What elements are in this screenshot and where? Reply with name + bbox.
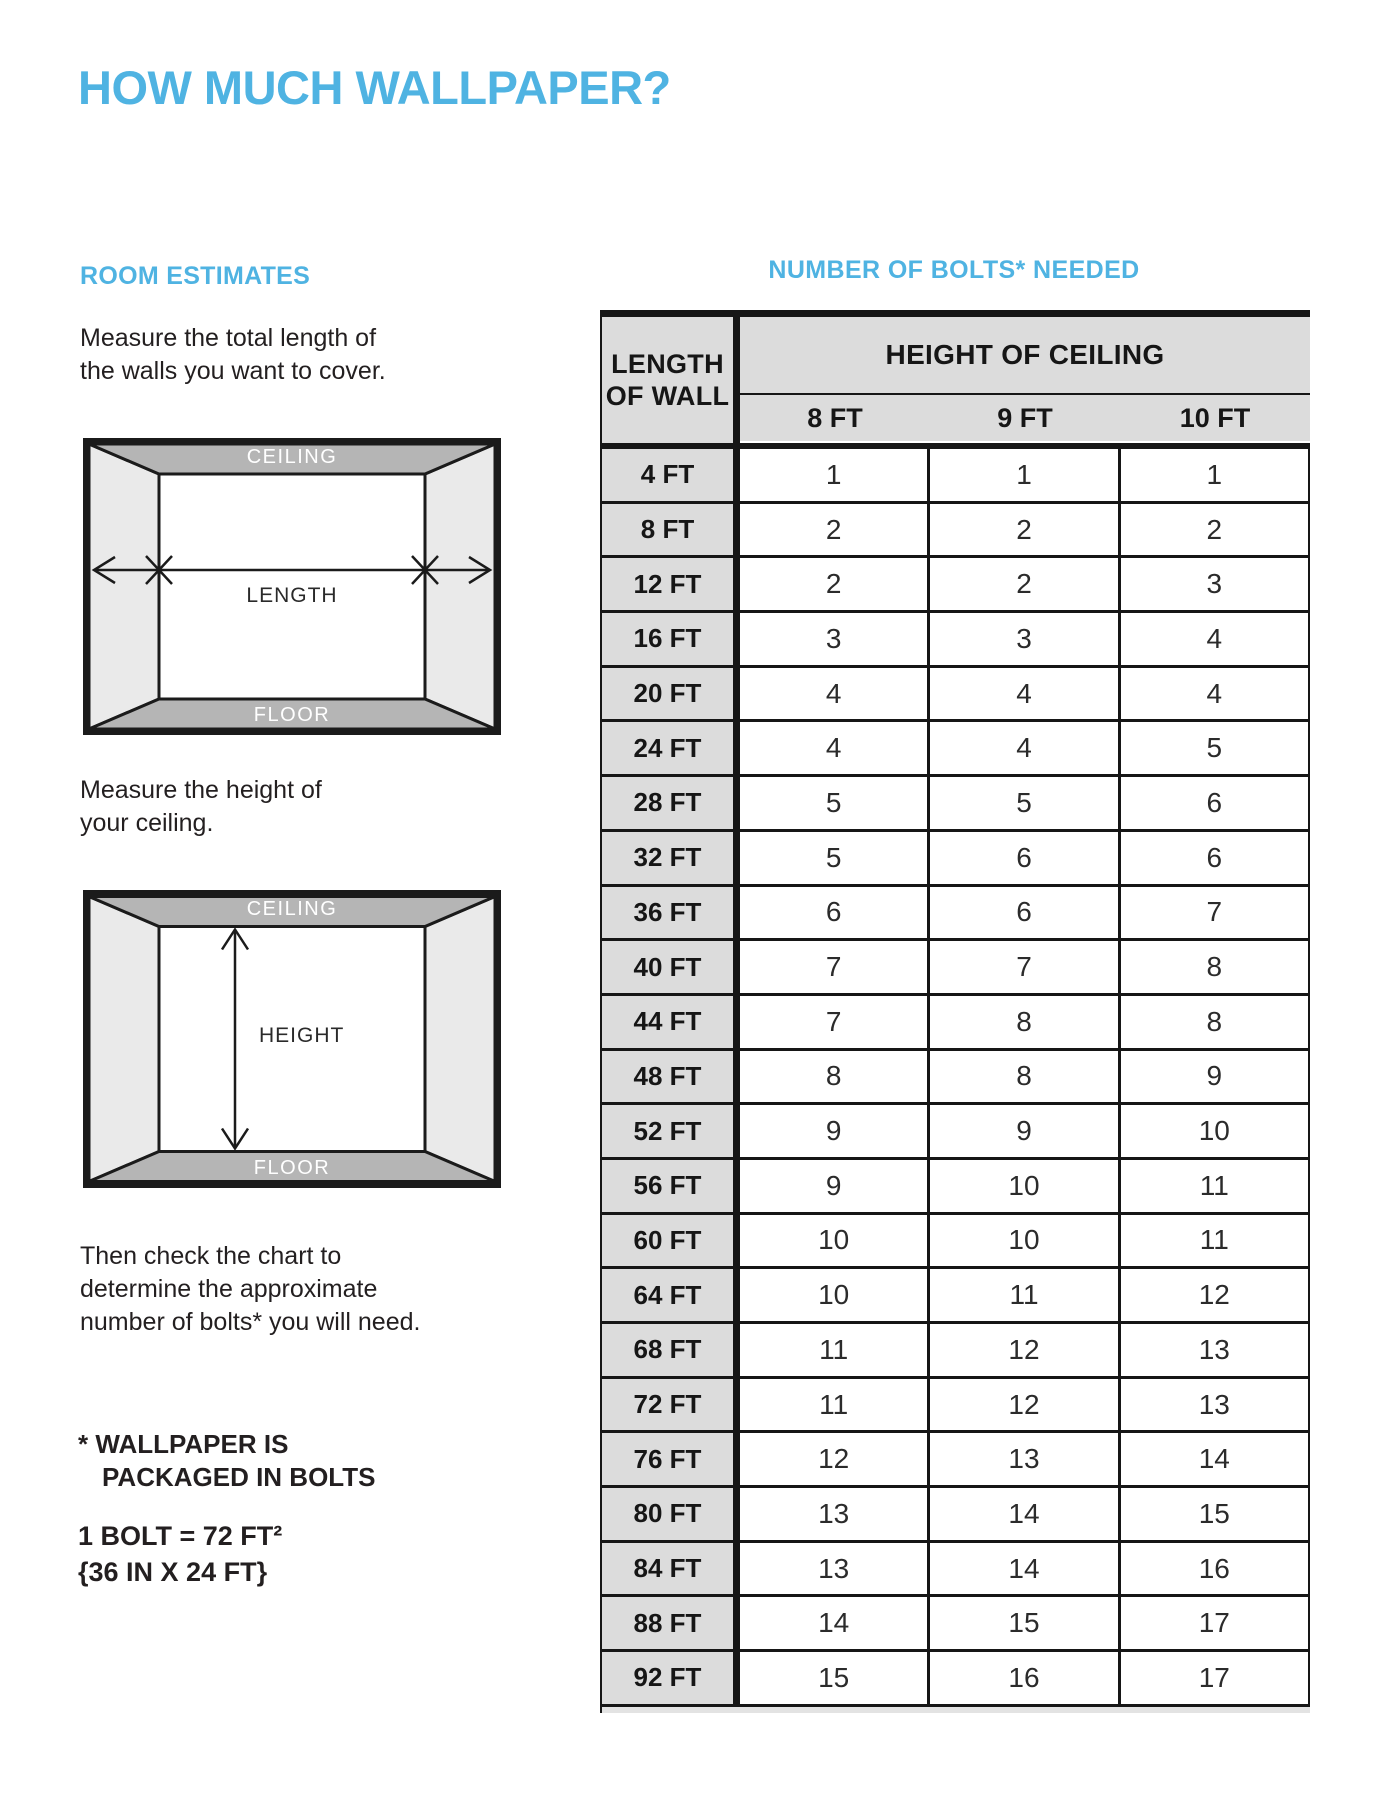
step1-paragraph: [80, 322, 386, 388]
bolts-10ft-cell: 13: [1118, 1324, 1310, 1376]
bolts-8ft-cell: 10: [740, 1215, 927, 1267]
wall-length-cell: 72 FT: [602, 1379, 740, 1431]
bolts-10ft-cell: 14: [1118, 1433, 1310, 1485]
bolts-10ft-cell: 8: [1118, 941, 1310, 993]
bolts-9ft-cell: 15: [927, 1597, 1117, 1649]
wall-length-cell: 16 FT: [602, 613, 740, 665]
bolts-8ft-cell: 2: [740, 504, 927, 556]
height-label: HEIGHT: [259, 1024, 345, 1047]
table-row: [602, 1105, 1310, 1160]
page-title: HOW MUCH WALLPAPER?: [78, 61, 671, 114]
bolts-9ft-cell: 4: [927, 722, 1117, 774]
table-row: [602, 887, 1310, 942]
length-of-wall-header: [602, 317, 740, 443]
bolts-8ft-cell: 4: [740, 668, 927, 720]
bolts-8ft-cell: 14: [740, 1597, 927, 1649]
step1-line1: Measure the total length of: [80, 324, 377, 352]
height-diagram: [83, 890, 501, 1188]
bolts-10ft-cell: 2: [1118, 504, 1310, 556]
wall-length-cell: 36 FT: [602, 887, 740, 939]
bolts-8ft-cell: 11: [740, 1324, 927, 1376]
bolts-footnote: [78, 1428, 375, 1494]
bolts-9ft-cell: 4: [927, 668, 1117, 720]
bolts-8ft-cell: 3: [740, 613, 927, 665]
wall-length-cell: 4 FT: [602, 449, 740, 501]
col-header-10ft: 10 FT: [1179, 402, 1251, 433]
bolts-10ft-cell: 12: [1118, 1269, 1310, 1321]
bolts-8ft-cell: 1: [740, 449, 927, 501]
bolts-9ft-cell: 14: [927, 1488, 1117, 1540]
table-row: [602, 449, 1310, 504]
wall-length-cell: 68 FT: [602, 1324, 740, 1376]
step3-line1: Then check the chart to: [80, 1242, 342, 1270]
table-row: [602, 722, 1310, 777]
footnote-line2: PACKAGED IN BOLTS: [102, 1462, 376, 1492]
table-row: [602, 996, 1310, 1051]
bolts-9ft-cell: 7: [927, 941, 1117, 993]
bolts-10ft-cell: 8: [1118, 996, 1310, 1048]
step1-line2: the walls you want to cover.: [80, 357, 386, 385]
bolts-8ft-cell: 9: [740, 1160, 927, 1212]
table-row: [602, 668, 1310, 723]
wall-length-cell: 8 FT: [602, 504, 740, 556]
height-of-ceiling-header: HEIGHT OF CEILING: [740, 317, 1310, 395]
bolts-10ft-cell: 13: [1118, 1379, 1310, 1431]
bolts-10ft-cell: 6: [1118, 777, 1310, 829]
bolts-9ft-cell: 8: [927, 1051, 1117, 1103]
bolts-9ft-cell: 11: [927, 1269, 1117, 1321]
bolts-9ft-cell: 16: [927, 1652, 1117, 1704]
bolts-9ft-cell: 5: [927, 777, 1117, 829]
bolts-8ft-cell: 11: [740, 1379, 927, 1431]
step3-paragraph: [80, 1240, 420, 1339]
wall-length-cell: 28 FT: [602, 777, 740, 829]
bolts-10ft-cell: 10: [1118, 1105, 1310, 1157]
bolts-10ft-cell: 5: [1118, 722, 1310, 774]
ceiling-label: CEILING: [246, 446, 338, 468]
bolts-10ft-cell: 7: [1118, 887, 1310, 939]
table-row: [602, 558, 1310, 613]
bolts-9ft-cell: 13: [927, 1433, 1117, 1485]
table-row: [602, 1051, 1310, 1106]
bolts-8ft-cell: 4: [740, 722, 927, 774]
col-header-8ft: 8 FT: [807, 402, 863, 433]
wall-length-cell: 20 FT: [602, 668, 740, 720]
bolts-9ft-cell: 1: [927, 449, 1117, 501]
wall-length-cell: 88 FT: [602, 1597, 740, 1649]
bolts-10ft-cell: 4: [1118, 668, 1310, 720]
step3-line3: number of bolts* you will need.: [80, 1308, 421, 1336]
step2-paragraph: [80, 774, 322, 840]
bolts-8ft-cell: 12: [740, 1433, 927, 1485]
table-row: [602, 504, 1310, 559]
bolts-9ft-cell: 6: [927, 887, 1117, 939]
bolts-9ft-cell: 12: [927, 1379, 1117, 1431]
bolt-equation: 1 BOLT = 72 FT²: [78, 1521, 283, 1551]
table-row: [602, 1215, 1310, 1270]
ceiling-label: CEILING: [246, 898, 338, 920]
bolts-9ft-cell: 10: [927, 1215, 1117, 1267]
table-row: [602, 1160, 1310, 1215]
table-row: [602, 1543, 1310, 1598]
table-row: [602, 1433, 1310, 1488]
table-row: [602, 1269, 1310, 1324]
bolts-9ft-cell: 10: [927, 1160, 1117, 1212]
table-row: [602, 1488, 1310, 1543]
wall-length-cell: 76 FT: [602, 1433, 740, 1485]
bolts-9ft-cell: 9: [927, 1105, 1117, 1157]
wall-length-cell: 40 FT: [602, 941, 740, 993]
bolts-8ft-cell: 5: [740, 832, 927, 884]
bolts-9ft-cell: 12: [927, 1324, 1117, 1376]
table-row: [602, 1379, 1310, 1434]
table-row: [602, 777, 1310, 832]
wall-length-cell: 84 FT: [602, 1543, 740, 1595]
table-row: [602, 1324, 1310, 1379]
wall-length-cell: 24 FT: [602, 722, 740, 774]
wall-length-cell: 92 FT: [602, 1652, 740, 1704]
wall-length-cell: 80 FT: [602, 1488, 740, 1540]
length-header-line1: LENGTH: [611, 348, 724, 379]
length-header-line2: OF WALL: [605, 381, 730, 411]
table-row: [602, 613, 1310, 668]
bolts-8ft-cell: 13: [740, 1488, 927, 1540]
bolts-8ft-cell: 9: [740, 1105, 927, 1157]
bolt-dimensions: {36 IN X 24 FT}: [78, 1557, 268, 1587]
bolts-10ft-cell: 16: [1118, 1543, 1310, 1595]
bolts-10ft-cell: 4: [1118, 613, 1310, 665]
bolts-10ft-cell: 11: [1118, 1215, 1310, 1267]
step3-line2: determine the approximate: [80, 1275, 378, 1303]
bolts-9ft-cell: 14: [927, 1543, 1117, 1595]
floor-label: FLOOR: [253, 704, 331, 726]
wall-length-cell: 32 FT: [602, 832, 740, 884]
bolts-8ft-cell: 7: [740, 996, 927, 1048]
wall-length-cell: 56 FT: [602, 1160, 740, 1212]
table-drop-shadow: [602, 1707, 1310, 1713]
left-wall-surface: [89, 897, 159, 1182]
length-diagram: [83, 438, 501, 735]
bolts-10ft-cell: 11: [1118, 1160, 1310, 1212]
bolts-10ft-cell: 15: [1118, 1488, 1310, 1540]
wall-length-cell: 48 FT: [602, 1051, 740, 1103]
floor-label: FLOOR: [253, 1157, 331, 1179]
table-title: NUMBER OF BOLTS* NEEDED: [768, 256, 1140, 284]
bolts-9ft-cell: 8: [927, 996, 1117, 1048]
room-estimates-heading: ROOM ESTIMATES: [80, 262, 311, 290]
bolts-10ft-cell: 1: [1118, 449, 1310, 501]
bolts-9ft-cell: 2: [927, 504, 1117, 556]
bolts-8ft-cell: 6: [740, 887, 927, 939]
wall-length-cell: 64 FT: [602, 1269, 740, 1321]
table-row: [602, 832, 1310, 887]
bolts-9ft-cell: 6: [927, 832, 1117, 884]
bolts-10ft-cell: 9: [1118, 1051, 1310, 1103]
bolts-8ft-cell: 5: [740, 777, 927, 829]
bolts-8ft-cell: 10: [740, 1269, 927, 1321]
table-body: [602, 449, 1310, 1707]
wall-length-cell: 12 FT: [602, 558, 740, 610]
bolts-10ft-cell: 17: [1118, 1652, 1310, 1704]
table-row: [602, 1597, 1310, 1652]
bolt-size-info: [78, 1518, 282, 1590]
bolts-9ft-cell: 3: [927, 613, 1117, 665]
bolts-table: [600, 310, 1310, 1713]
wall-length-cell: 60 FT: [602, 1215, 740, 1267]
bolts-10ft-cell: 6: [1118, 832, 1310, 884]
length-label: LENGTH: [246, 584, 338, 607]
bolts-10ft-cell: 3: [1118, 558, 1310, 610]
bolts-8ft-cell: 15: [740, 1652, 927, 1704]
bolts-10ft-cell: 17: [1118, 1597, 1310, 1649]
table-row: [602, 941, 1310, 996]
wall-length-cell: 44 FT: [602, 996, 740, 1048]
step2-line1: Measure the height of: [80, 776, 322, 804]
table-row: [602, 1652, 1310, 1707]
col-header-9ft: 9 FT: [997, 402, 1053, 433]
bolts-8ft-cell: 2: [740, 558, 927, 610]
wall-length-cell: 52 FT: [602, 1105, 740, 1157]
bolts-8ft-cell: 7: [740, 941, 927, 993]
bolts-8ft-cell: 13: [740, 1543, 927, 1595]
right-wall-surface: [425, 897, 495, 1182]
step2-line2: your ceiling.: [80, 809, 214, 837]
footnote-line1: * WALLPAPER IS: [78, 1429, 289, 1459]
ceiling-height-subheader-row: [740, 395, 1310, 441]
bolts-8ft-cell: 8: [740, 1051, 927, 1103]
bolts-9ft-cell: 2: [927, 558, 1117, 610]
table-header: [602, 317, 1310, 443]
